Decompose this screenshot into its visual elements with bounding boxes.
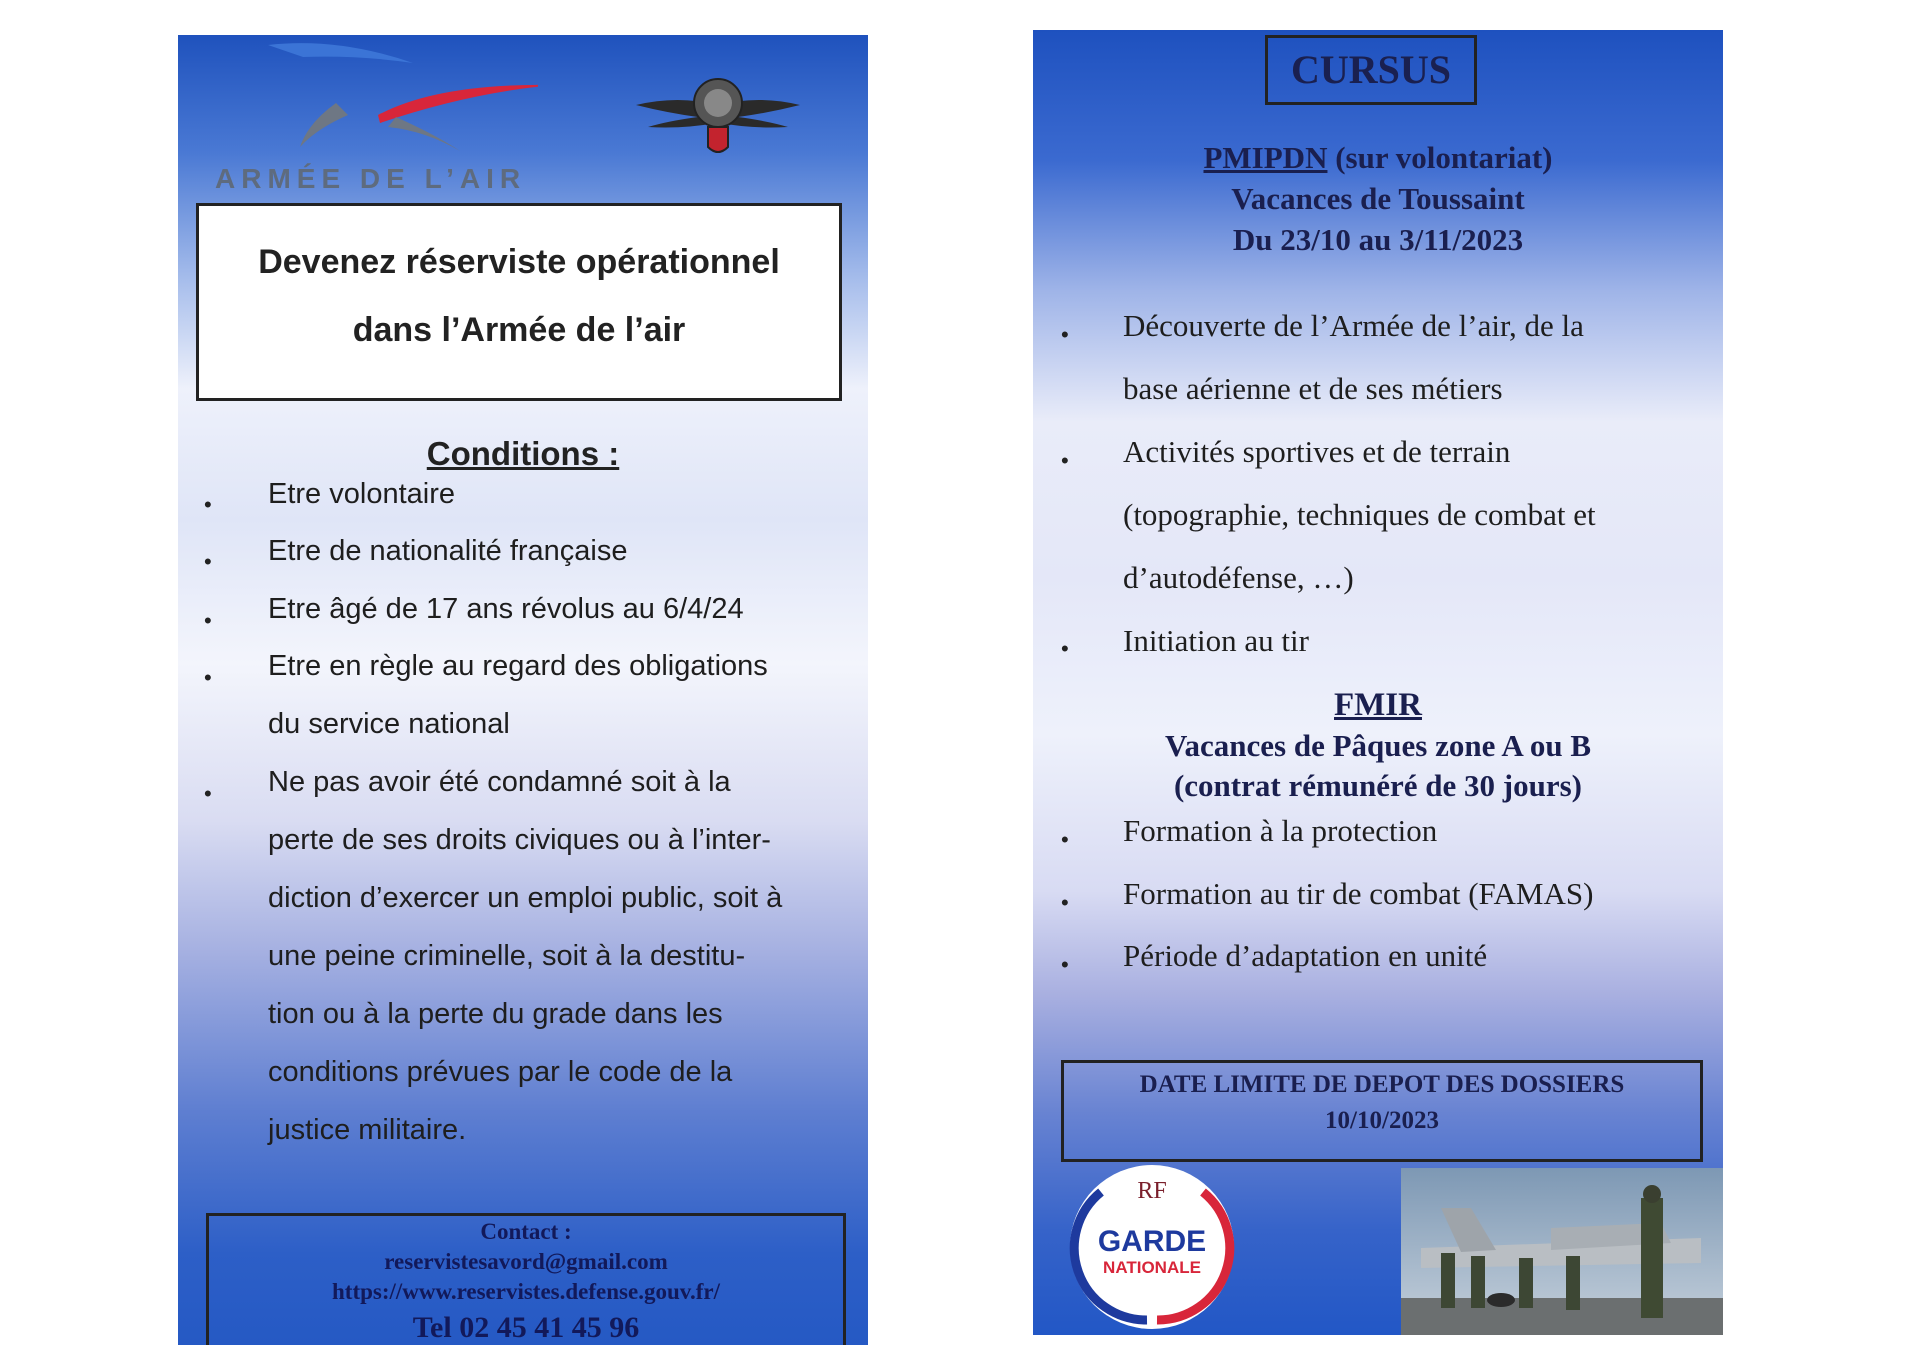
armee-de-l-air-logo bbox=[208, 35, 538, 175]
headline-box bbox=[196, 203, 842, 401]
pmipdn-title: PMIPDN bbox=[1203, 140, 1328, 175]
condition-line: tion ou à la perte du grade dans les bbox=[268, 998, 723, 1030]
bullet-point: • bbox=[1061, 322, 1069, 347]
left-panel bbox=[178, 35, 868, 1345]
deadline-date: 10/10/2023 bbox=[1325, 1107, 1439, 1134]
bullet-point: • bbox=[1061, 827, 1069, 852]
bullet-point: • bbox=[204, 665, 212, 690]
condition-line: perte de ses droits civiques ou à l’inter- bbox=[268, 824, 771, 856]
pmipdn-line: base aérienne et de ses métiers bbox=[1123, 371, 1503, 406]
bullet-point: • bbox=[204, 781, 212, 806]
pmipdn-dates: Du 23/10 au 3/11/2023 bbox=[1232, 222, 1524, 257]
bullet-point: • bbox=[204, 608, 212, 633]
garde-nationale-logo bbox=[1067, 1162, 1237, 1332]
bullet-point: • bbox=[1061, 636, 1069, 661]
pmipdn-line: Découverte de l’Armée de l’air, de la bbox=[1123, 308, 1584, 343]
condition-line: conditions prévues par le code de la bbox=[268, 1056, 733, 1088]
condition-line: justice militaire. bbox=[268, 1114, 467, 1146]
condition-line: Etre volontaire bbox=[268, 478, 455, 510]
headline-line-1: Devenez réserviste opérationnel bbox=[258, 243, 780, 281]
condition-line: Etre de nationalité française bbox=[268, 535, 628, 567]
armee-de-l-air-wordmark: ARMÉE DE L’AIR bbox=[215, 163, 527, 194]
garde-text: GARDE bbox=[1097, 1225, 1207, 1258]
bullet-point: • bbox=[1061, 448, 1069, 473]
headline-line-2: dans l’Armée de l’air bbox=[352, 311, 686, 349]
squadron-wings-badge bbox=[628, 65, 808, 165]
contact-heading: Contact : bbox=[480, 1219, 572, 1244]
conditions-heading: Conditions : bbox=[426, 435, 620, 472]
fmir-title: FMIR bbox=[1334, 687, 1422, 723]
pmipdn-period: Vacances de Toussaint bbox=[1231, 181, 1525, 216]
pmipdn-line: d’autodéfense, …) bbox=[1123, 560, 1354, 595]
fmir-line: Formation à la protection bbox=[1123, 813, 1438, 848]
bullet-point: • bbox=[204, 549, 212, 574]
bullet-point: • bbox=[1061, 890, 1069, 915]
condition-line: diction d’exercer un emploi public, soit à bbox=[268, 882, 783, 914]
fmir-contract: (contrat rémunéré de 30 jours) bbox=[1173, 768, 1583, 803]
condition-line: Ne pas avoir été condamné soit à la bbox=[268, 766, 731, 798]
contact-box bbox=[206, 1213, 846, 1345]
rf-monogram: RF bbox=[1137, 1178, 1167, 1204]
right-panel bbox=[1033, 30, 1723, 1335]
condition-line: du service national bbox=[268, 708, 510, 740]
cursus-label: CURSUS bbox=[1265, 35, 1477, 105]
soldiers-aircraft-photo bbox=[1401, 1168, 1723, 1335]
deadline-label: DATE LIMITE DE DEPOT DES DOSSIERS bbox=[1139, 1071, 1625, 1098]
condition-line: Etre âgé de 17 ans révolus au 6/4/24 bbox=[268, 593, 744, 625]
bullet-point: • bbox=[204, 492, 212, 517]
condition-line: Etre en règle au regard des obligations bbox=[268, 650, 768, 682]
bullet-point: • bbox=[1061, 952, 1069, 977]
contact-website-link[interactable]: https://www.reservistes.defense.gouv.fr/ bbox=[332, 1279, 720, 1304]
pmipdn-title-row bbox=[1033, 140, 1723, 176]
deadline-box bbox=[1061, 1060, 1703, 1162]
pmipdn-line: Activités sportives et de terrain bbox=[1123, 434, 1511, 469]
pmipdn-subtitle: (sur volontariat) bbox=[1327, 140, 1553, 175]
fmir-period: Vacances de Pâques zone A ou B bbox=[1164, 728, 1591, 763]
nationale-text: NATIONALE bbox=[1103, 1258, 1201, 1277]
contact-email-link[interactable]: reservistesavord@gmail.com bbox=[384, 1249, 668, 1274]
fmir-line: Formation au tir de combat (FAMAS) bbox=[1123, 876, 1594, 911]
condition-line: une peine criminelle, soit à la destitu- bbox=[268, 940, 746, 972]
pmipdn-line: (topographie, techniques de combat et bbox=[1123, 497, 1596, 532]
fmir-line: Période d’adaptation en unité bbox=[1123, 938, 1488, 973]
pmipdn-line: Initiation au tir bbox=[1123, 623, 1309, 658]
contact-phone: Tel 02 45 41 45 96 bbox=[412, 1311, 640, 1344]
